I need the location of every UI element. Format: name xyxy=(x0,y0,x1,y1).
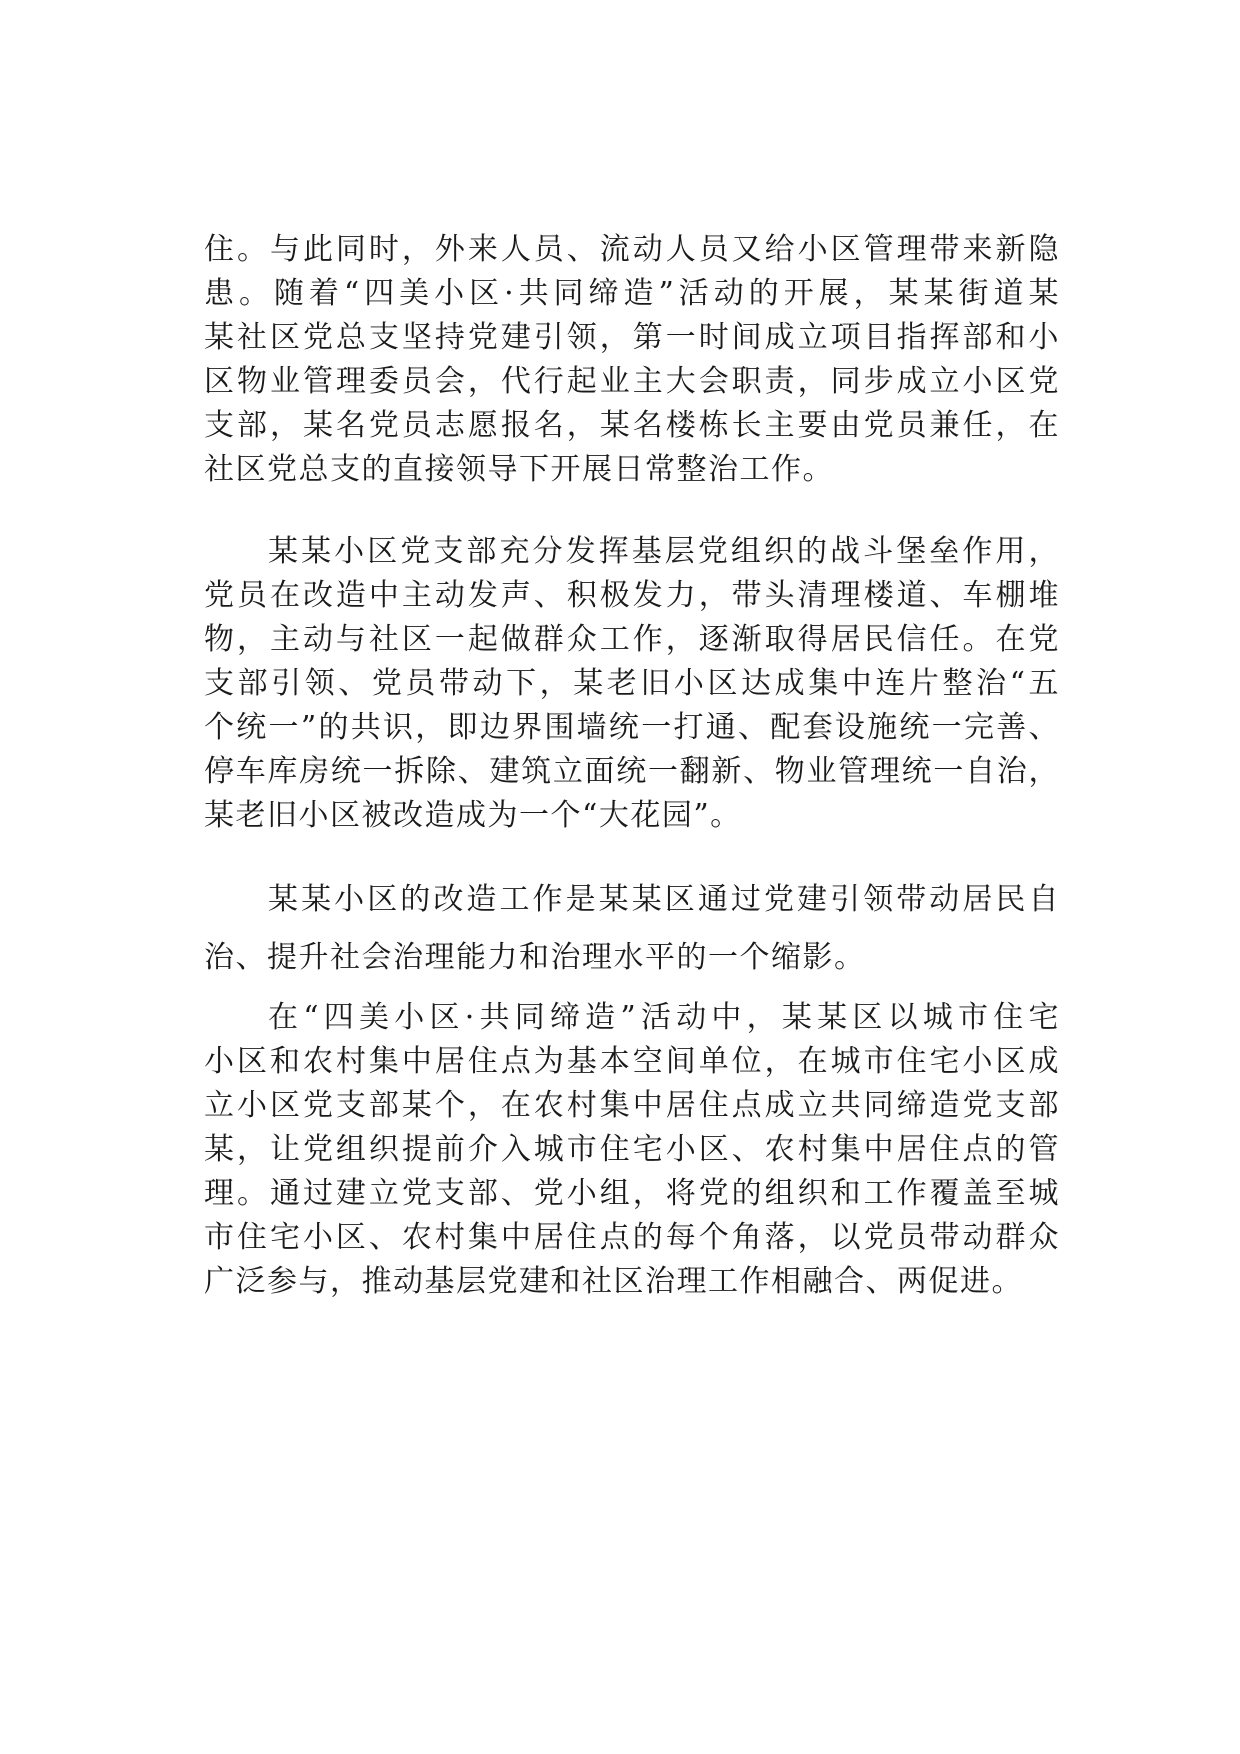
paragraph-4-line: 广泛参与，推动基层党建和社区治理工作相融合、两促进。 xyxy=(204,1264,1023,1299)
paragraph-4 xyxy=(204,996,1060,1304)
paragraph-1-line: 患。随着“四美小区·共同缔造”活动的开展，某某街道某 xyxy=(204,276,1060,311)
paragraph-3-line: 治、提升社会治理能力和治理水平的一个缩影。 xyxy=(204,940,866,975)
paragraph-1 xyxy=(204,228,1060,492)
paragraph-2-line: 个统一”的共识，即边界围墙统一打通、配套设施统一完善、 xyxy=(204,710,1060,745)
paragraph-1-line: 社区党总支的直接领导下开展日常整治工作。 xyxy=(204,452,834,487)
paragraph-4-line: 理。通过建立党支部、党小组，将党的组织和工作覆盖至城 xyxy=(204,1176,1060,1211)
paragraph-2-line: 支部引领、党员带动下，某老旧小区达成集中连片整治“五 xyxy=(204,666,1060,701)
paragraph-2-line: 某老旧小区被改造成为一个“大花园”。 xyxy=(204,798,742,833)
paragraph-2-line: 某某小区党支部充分发挥基层党组织的战斗堡垒作用， xyxy=(268,534,1060,569)
paragraph-4-line: 小区和农村集中居住点为基本空间单位，在城市住宅小区成 xyxy=(204,1044,1060,1079)
paragraph-1-line: 支部，某名党员志愿报名，某名楼栋长主要由党员兼任，在 xyxy=(204,408,1060,443)
paragraph-2-line: 党员在改造中主动发声、积极发力，带头清理楼道、车棚堆 xyxy=(204,578,1060,613)
paragraph-3 xyxy=(204,878,1060,980)
paragraph-4-line: 立小区党支部某个，在农村集中居住点成立共同缔造党支部 xyxy=(204,1088,1060,1123)
paragraph-1-line: 住。与此同时，外来人员、流动人员又给小区管理带来新隐 xyxy=(204,232,1060,267)
paragraph-3-line: 某某小区的改造工作是某某区通过党建引领带动居民自 xyxy=(268,882,1060,917)
paragraph-2 xyxy=(204,530,1060,838)
paragraph-1-line: 区物业管理委员会，代行起业主大会职责，同步成立小区党 xyxy=(204,364,1060,399)
paragraph-4-line: 某，让党组织提前介入城市住宅小区、农村集中居住点的管 xyxy=(204,1132,1060,1167)
paragraph-1-line: 某社区党总支坚持党建引领，第一时间成立项目指挥部和小 xyxy=(204,320,1060,355)
paragraph-2-line: 物，主动与社区一起做群众工作，逐渐取得居民信任。在党 xyxy=(204,622,1060,657)
paragraph-2-line: 停车库房统一拆除、建筑立面统一翻新、物业管理统一自治， xyxy=(204,754,1060,789)
paragraph-4-line: 市住宅小区、农村集中居住点的每个角落，以党员带动群众 xyxy=(204,1220,1060,1255)
paragraph-4-line: 在“四美小区·共同缔造”活动中，某某区以城市住宅 xyxy=(268,1000,1060,1035)
